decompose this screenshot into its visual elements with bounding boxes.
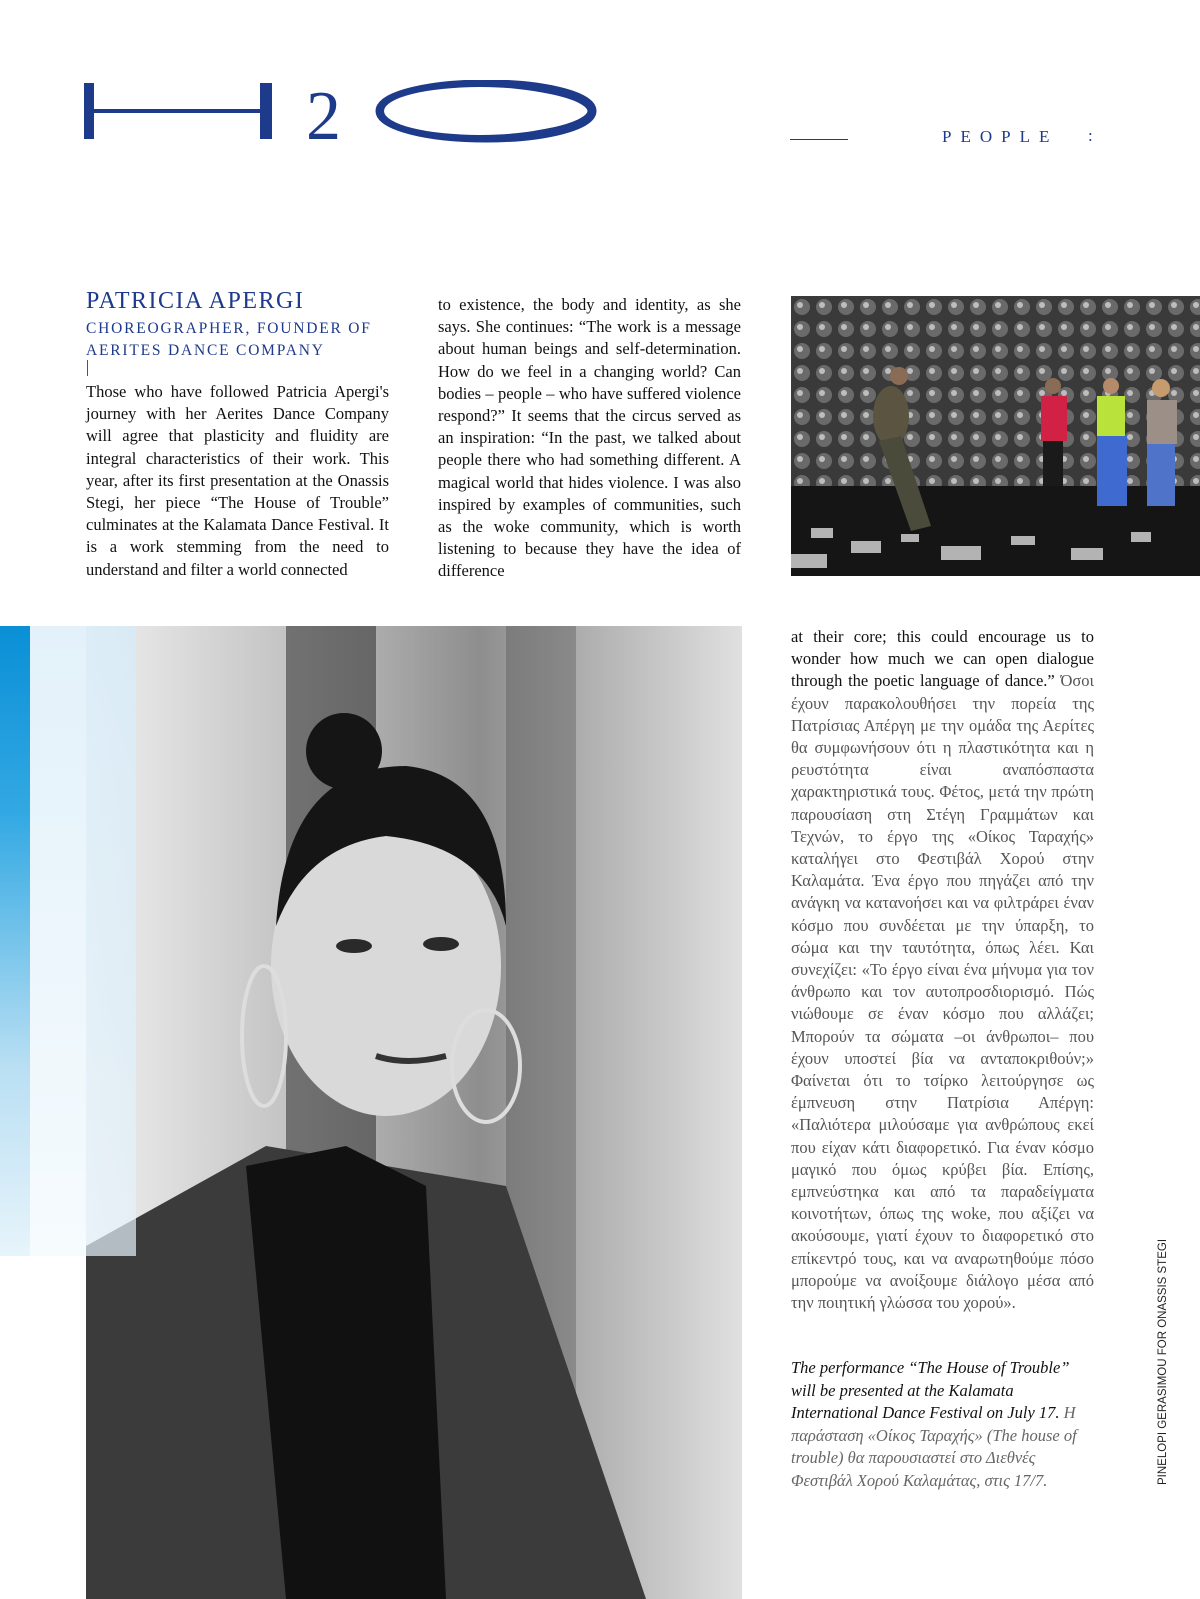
role-divider [87, 360, 88, 376]
body-column-1: Those who have followed Patricia Apergi's journey with her Aerites Dance Company will agree that plasticity and fluidity are integral characteristics of their work. This year, after its first presentation at the Onassis Stegi, her piece “The House of Trouble” culminates at the Kalamata Dance Festival. It is a work stemming from the need to understand and filter a world connected [86, 382, 389, 579]
person-name: PATRICIA APERGI [86, 288, 305, 314]
stage-performance-photo [791, 296, 1200, 576]
h2o-logo [84, 80, 604, 146]
accent-strip-overlay [86, 626, 136, 1256]
caption-english: The performance “The House of Trouble” will be presented at the Kalamata International Dance Festival on July 17. [791, 1358, 1070, 1422]
portrait-photo [86, 626, 742, 1599]
photo-credit: PINELOPI GERASIMOU FOR ONASSIS STEGI [1157, 1238, 1169, 1485]
section-label: PEOPLE [942, 127, 1059, 146]
performance-caption [791, 1357, 1091, 1492]
body-column-3 [791, 626, 1094, 1314]
accent-strip-dark [0, 626, 30, 1256]
caption-greek: Η παράσταση «Οίκος Ταραχής» (The house of trouble) θα παρουσιαστεί στο Διεθνές Φεστιβάλ Χορού Καλαμάτας, στις 17/7. [791, 1403, 1077, 1490]
accent-strip-light [30, 626, 86, 1256]
person-role: CHOREOGRAPHER, FOUNDER OF AERITES DANCE COMPANY [86, 320, 372, 359]
column-3-english: at their core; this could encourage us to wonder how much we can open dialogue through the poetic language of dance.” [791, 627, 1094, 691]
section-rule [790, 139, 848, 140]
section-colon: : [1088, 126, 1093, 145]
column-3-greek: Όσοι έχουν παρακολουθήσει την πορεία της Πατρίσιας Απέργη με την ομάδα της Αερίτες θα συμφωνήσουν ότι η πλαστικότητα και η ρευστότητα είναι αναπόσπαστα χαρακτηριστικά τους. Φέτος, μετά την πρώτη παρουσίαση στη Στέγη Γραμμάτων και Τεχνών, το έργο της «Οίκος Ταραχής» καταλήγει στο Φεστιβάλ Χορού στην Καλαμάτα. Ένα έργο που πηγάζει από την ανάγκη να κατανοήσει και να φιλτράρει έναν κόσμο που συνδέεται με την ύπαρξη, το σώμα και την ταυτότητα, όπως λέει. Και συνεχίζει: «Το έργο είναι ένα μήνυμα για τον άνθρωπο και τον αυτοπροσδιορισμό. Πώς νιώθουμε σε έναν κόσμο που αλλάζει; Μπορούν τα σώματα –οι άνθρωποι– που έχουν υποστεί βία να ανταποκριθούν;» Φαίνεται ότι το τσίρκο λειτούργησε ως έμπνευση στην Πατρίσια Απέργη: «Παλιότερα μιλούσαμε για ανθρώπους εκεί που είχαν κάτι διαφορετικό. Για έναν κόσμο μαγικό που όμως κρύβει βία. Επίσης, εμπνεύστηκα και από τα παραδείγματα κοινοτήτων, όπως της woke, που αξίζει να ακούσουμε, γιατί έχουν το διαφορετικό στο επίκεντρό τους, και να αναρωτηθούμε πόσο μπορούμε να ανοίξουμε διάλογο μέσα από την ποιητική γλώσσα του χορού». [791, 671, 1094, 1313]
svg-text:2: 2 [306, 80, 341, 146]
body-column-2: to existence, the body and identity, as she says. She continues: “The work is a message about human beings and self-determination. How do we feel in a changing world? Can bodies – people – who have suffered violence respond?” It seems that the circus served as an inspiration: “In the past, we talked about people there who had something different. A magical world that hides violence. I was also inspired by examples of communities, such as the woke community, which is worth listening to because they have the idea of difference [438, 295, 741, 581]
